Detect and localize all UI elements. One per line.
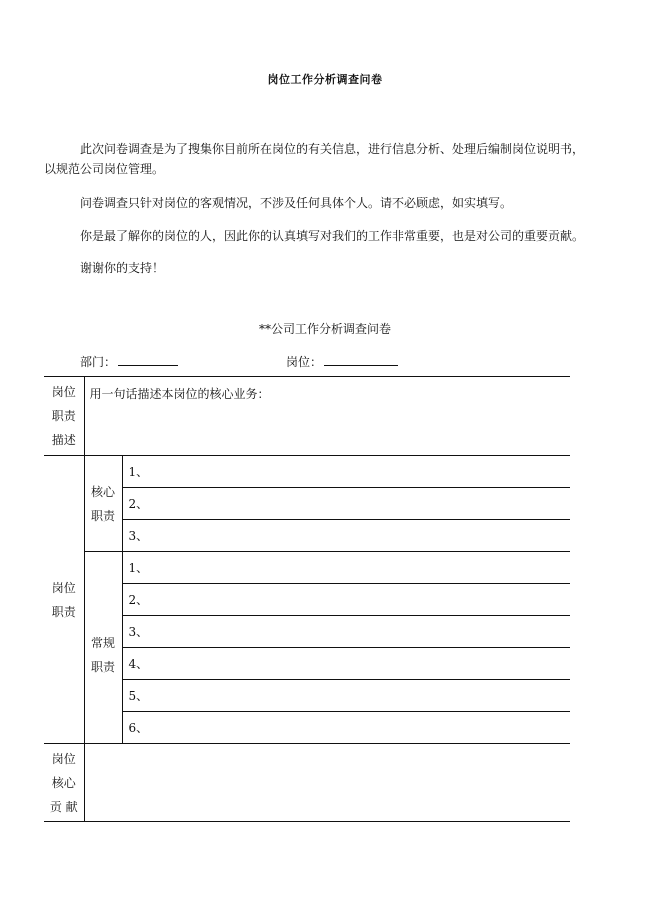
section-duties-label [44, 456, 84, 744]
item-number: 3、 [128, 625, 149, 639]
position-label: 岗位： [286, 355, 323, 369]
core-business-answer-cell[interactable] [84, 377, 570, 456]
label-line: 贡 献 [49, 799, 78, 814]
label-line: 描述 [51, 433, 76, 447]
department-label: 部门： [80, 355, 117, 369]
regular-duty-row [44, 616, 570, 648]
regular-duty-item[interactable] [122, 648, 570, 680]
label-line: 岗位 [51, 385, 76, 399]
regular-duty-item[interactable] [122, 584, 570, 616]
item-number: 1、 [128, 465, 149, 479]
form-title: **公司工作分析调查问卷 [258, 322, 391, 336]
label-line: 职责 [90, 508, 115, 523]
regular-duties-label [84, 552, 122, 744]
core-duty-item[interactable] [122, 488, 570, 520]
core-duty-item[interactable] [122, 520, 570, 552]
intro-paragraph-1: 此次问卷调查是为了搜集你目前所在岗位的有关信息，进行信息分析、处理后编制岗位说明书，以规范公司岗位管理。 [44, 142, 585, 176]
label-line: 岗位 [51, 580, 76, 595]
position-field [286, 353, 398, 370]
item-number: 4、 [128, 657, 149, 671]
regular-duty-item[interactable] [122, 680, 570, 712]
regular-duty-item[interactable] [122, 552, 570, 584]
item-number: 5、 [128, 689, 149, 703]
position-blank[interactable] [324, 353, 398, 366]
label-line: 岗位 [51, 751, 76, 766]
core-duty-row [44, 456, 570, 488]
core-duty-row [44, 488, 570, 520]
item-number: 3、 [128, 529, 149, 543]
item-number: 6、 [128, 721, 149, 735]
label-line: 职责 [51, 604, 76, 619]
regular-duty-row [44, 680, 570, 712]
regular-duty-row [44, 712, 570, 744]
section-contribution-row [44, 744, 570, 822]
label-line: 核心 [51, 775, 76, 790]
core-duty-row [44, 520, 570, 552]
regular-duty-item[interactable] [122, 712, 570, 744]
department-blank[interactable] [118, 353, 178, 366]
label-line: 核心 [90, 484, 115, 499]
core-duty-item[interactable] [122, 456, 570, 488]
regular-duty-row [44, 584, 570, 616]
item-number: 2、 [128, 593, 149, 607]
department-field [80, 353, 178, 370]
item-number: 1、 [128, 561, 149, 575]
intro-paragraph-3: 你是最了解你的岗位的人，因此你的认真填写对我们的工作非常重要，也是对公司的重要贡献。 [80, 229, 585, 243]
section-contribution-label [44, 744, 84, 822]
regular-duty-row [44, 552, 570, 584]
core-contribution-answer-cell[interactable] [84, 744, 570, 822]
label-line: 职责 [90, 660, 115, 674]
section-description-label [44, 377, 84, 456]
regular-duty-row [44, 648, 570, 680]
label-line: 职责 [51, 409, 76, 423]
intro-thanks: 谢谢你的支持！ [80, 261, 165, 275]
section-description-row [44, 377, 570, 456]
regular-duty-item[interactable] [122, 616, 570, 648]
core-business-prompt: 用一句话描述本岗位的核心业务： [89, 387, 270, 401]
core-duties-label [84, 456, 122, 552]
intro-paragraph-2: 问卷调查只针对岗位的客观情况，不涉及任何具体个人。请不必顾虑，如实填写。 [80, 196, 513, 210]
survey-table [44, 376, 570, 822]
label-line: 常规 [90, 636, 115, 650]
item-number: 2、 [128, 497, 149, 511]
document-title: 岗位工作分析调查问卷 [267, 73, 383, 86]
